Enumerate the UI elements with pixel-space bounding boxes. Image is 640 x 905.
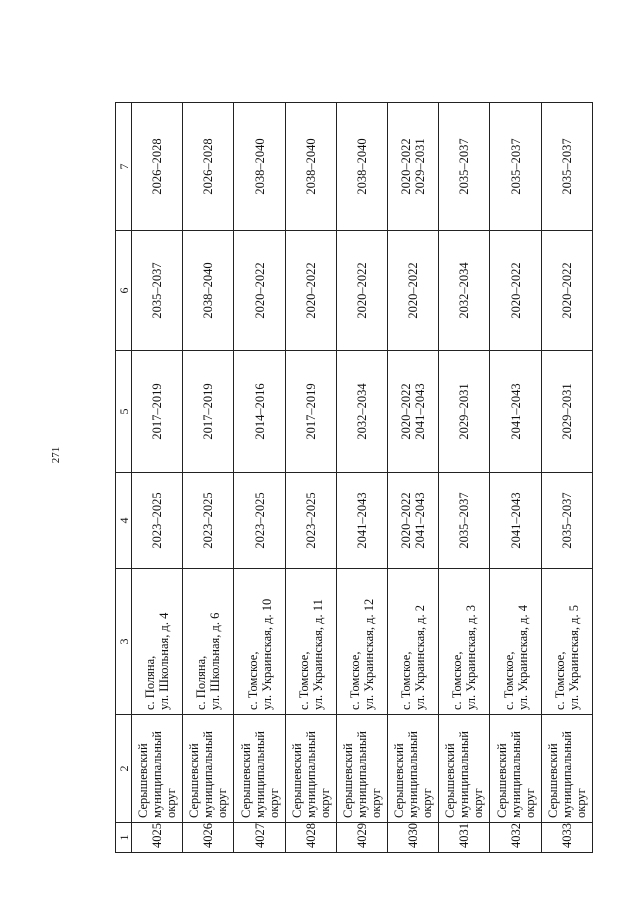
column-header: 4: [116, 473, 132, 569]
cell-line: Серышевский: [392, 743, 407, 818]
years-col6-cell: [132, 231, 183, 351]
cell-line: Серышевский: [545, 743, 560, 818]
cell-line: округ: [215, 788, 230, 818]
cell-line: 2041–2043: [413, 383, 428, 440]
row-number-cell: 4030: [388, 823, 439, 853]
cell-line: 2032–2034: [457, 262, 472, 319]
cell-line: 2017–2019: [201, 383, 216, 440]
municipality-cell: [234, 715, 285, 823]
cell-line: округ: [420, 788, 435, 818]
row-number-cell: 4028: [285, 823, 336, 853]
cell-line: с. Томское,: [399, 651, 414, 710]
years-col5-cell: [234, 351, 285, 473]
years-col5-cell: [541, 351, 592, 473]
years-col7-cell: [285, 103, 336, 231]
row-number-cell: 4032: [490, 823, 541, 853]
cell-line: округ: [164, 788, 179, 818]
years-col6-cell: [183, 231, 234, 351]
cell-line: муниципальный: [201, 731, 216, 818]
years-col5-cell: [132, 351, 183, 473]
cell-line: ул. Украинская, д. 5: [566, 604, 581, 710]
years-col4-cell: [388, 473, 439, 569]
cell-line: муниципальный: [252, 731, 267, 818]
address-cell: [541, 569, 592, 715]
cell-line: 2020–2022: [399, 492, 414, 549]
address-cell: [388, 569, 439, 715]
years-col7-cell: [388, 103, 439, 231]
table-row: [132, 103, 183, 853]
municipality-cell: [336, 715, 387, 823]
address-cell: [234, 569, 285, 715]
cell-line: 2029–2031: [457, 383, 472, 440]
address-cell: [439, 569, 490, 715]
cell-line: Серышевский: [443, 743, 458, 818]
row-number-cell: 4029: [336, 823, 387, 853]
column-header: 2: [116, 715, 132, 823]
cell-line: с. Томское,: [450, 651, 465, 710]
cell-line: с. Поляна,: [194, 655, 209, 710]
cell-line: ул. Украинская, д. 3: [464, 604, 479, 710]
municipality-cell: [439, 715, 490, 823]
cell-line: 2020–2022: [399, 383, 414, 440]
cell-line: с. Томское,: [552, 651, 567, 710]
cell-line: 2020–2022: [303, 262, 318, 319]
cell-line: 2023–2025: [252, 492, 267, 549]
years-col7-cell: [541, 103, 592, 231]
cell-line: округ: [573, 788, 588, 818]
years-col6-cell: [541, 231, 592, 351]
cell-line: 2020–2022: [508, 262, 523, 319]
cell-line: 2020–2022: [399, 138, 414, 195]
address-cell: [336, 569, 387, 715]
table-row: [490, 103, 541, 853]
column-header: 6: [116, 231, 132, 351]
row-number-cell: 4025: [132, 823, 183, 853]
column-header: 3: [116, 569, 132, 715]
cell-line: ул. Школьная, д. 6: [208, 612, 223, 710]
column-header: 7: [116, 103, 132, 231]
municipality-cell: [132, 715, 183, 823]
cell-line: 2026–2028: [150, 138, 165, 195]
years-col4-cell: [234, 473, 285, 569]
column-header: 1: [116, 823, 132, 853]
years-col4-cell: [490, 473, 541, 569]
address-cell: [490, 569, 541, 715]
cell-line: округ: [317, 788, 332, 818]
years-col6-cell: [234, 231, 285, 351]
years-col4-cell: [285, 473, 336, 569]
cell-line: ул. Школьная, д. 4: [157, 612, 172, 710]
cell-line: округ: [368, 788, 383, 818]
years-col5-cell: [388, 351, 439, 473]
cell-line: 2035–2037: [457, 492, 472, 549]
cell-line: с. Томское,: [501, 651, 516, 710]
cell-line: 2038–2040: [303, 138, 318, 195]
cell-line: 2026–2028: [201, 138, 216, 195]
cell-line: 2020–2022: [406, 262, 421, 319]
years-col4-cell: [541, 473, 592, 569]
cell-line: Серышевский: [187, 743, 202, 818]
years-col5-cell: [439, 351, 490, 473]
years-col5-cell: [183, 351, 234, 473]
cell-line: 2017–2019: [303, 383, 318, 440]
table-row: [336, 103, 387, 853]
cell-line: муниципальный: [457, 731, 472, 818]
years-col7-cell: [490, 103, 541, 231]
table-row: [285, 103, 336, 853]
cell-line: муниципальный: [303, 731, 318, 818]
cell-line: муниципальный: [150, 731, 165, 818]
cell-line: Серышевский: [238, 743, 253, 818]
cell-line: Серышевский: [494, 743, 509, 818]
years-col5-cell: [285, 351, 336, 473]
cell-line: 2035–2037: [457, 138, 472, 195]
cell-line: с. Томское,: [296, 651, 311, 710]
years-col7-cell: [132, 103, 183, 231]
cell-line: Серышевский: [136, 743, 151, 818]
row-number-cell: 4031: [439, 823, 490, 853]
page-number: 271: [50, 446, 62, 464]
cell-line: 2035–2037: [508, 138, 523, 195]
cell-line: ул. Украинская, д. 2: [413, 604, 428, 710]
years-col6-cell: [388, 231, 439, 351]
years-col5-cell: [336, 351, 387, 473]
cell-line: 2023–2025: [201, 492, 216, 549]
cell-line: муниципальный: [559, 731, 574, 818]
municipality-cell: [490, 715, 541, 823]
address-cell: [132, 569, 183, 715]
cell-line: 2041–2043: [508, 492, 523, 549]
cell-line: 2035–2037: [559, 492, 574, 549]
cell-line: 2020–2022: [252, 262, 267, 319]
cell-line: 2023–2025: [303, 492, 318, 549]
address-cell: [285, 569, 336, 715]
cell-line: 2014–2016: [252, 383, 267, 440]
years-col4-cell: [132, 473, 183, 569]
row-number-cell: 4027: [234, 823, 285, 853]
cell-line: округ: [471, 788, 486, 818]
years-col7-cell: [336, 103, 387, 231]
municipality-cell: [183, 715, 234, 823]
cell-line: 2041–2043: [354, 492, 369, 549]
cell-line: 2032–2034: [354, 383, 369, 440]
cell-line: 2029–2031: [559, 383, 574, 440]
cell-line: 2020–2022: [354, 262, 369, 319]
years-col6-cell: [490, 231, 541, 351]
cell-line: ул. Украинская, д. 11: [310, 599, 325, 710]
cell-line: округ: [522, 788, 537, 818]
table-row: [541, 103, 592, 853]
row-number-cell: 4026: [183, 823, 234, 853]
cell-line: муниципальный: [354, 731, 369, 818]
cell-line: 2020–2022: [559, 262, 574, 319]
rotated-table-container: [115, 103, 593, 853]
table-row: [439, 103, 490, 853]
municipality-cell: [388, 715, 439, 823]
years-col4-cell: [336, 473, 387, 569]
years-col7-cell: [439, 103, 490, 231]
years-col5-cell: [490, 351, 541, 473]
cell-line: 2017–2019: [150, 383, 165, 440]
cell-line: Серышевский: [289, 743, 304, 818]
cell-line: ул. Украинская, д. 10: [259, 598, 274, 710]
cell-line: 2041–2043: [413, 492, 428, 549]
cell-line: 2038–2040: [354, 138, 369, 195]
cell-line: 2038–2040: [201, 262, 216, 319]
cell-line: 2041–2043: [508, 383, 523, 440]
table-body: [116, 103, 593, 853]
years-col7-cell: [234, 103, 285, 231]
cell-line: с. Поляна,: [143, 655, 158, 710]
cell-line: 2023–2025: [150, 492, 165, 549]
cell-line: муниципальный: [406, 731, 421, 818]
cell-line: с. Томское,: [245, 651, 260, 710]
cell-line: Серышевский: [340, 743, 355, 818]
data-table: [115, 102, 593, 853]
column-header: 5: [116, 351, 132, 473]
municipality-cell: [541, 715, 592, 823]
cell-line: 2029–2031: [413, 138, 428, 195]
years-col4-cell: [439, 473, 490, 569]
cell-line: округ: [266, 788, 281, 818]
table-row: [388, 103, 439, 853]
years-col6-cell: [336, 231, 387, 351]
cell-line: 2035–2037: [150, 262, 165, 319]
years-col6-cell: [439, 231, 490, 351]
years-col7-cell: [183, 103, 234, 231]
cell-line: с. Томское,: [347, 651, 362, 710]
address-cell: [183, 569, 234, 715]
row-number-cell: 4033: [541, 823, 592, 853]
column-number-row: [116, 103, 132, 853]
cell-line: муниципальный: [508, 731, 523, 818]
years-col6-cell: [285, 231, 336, 351]
cell-line: 2035–2037: [559, 138, 574, 195]
table-row: [234, 103, 285, 853]
municipality-cell: [285, 715, 336, 823]
years-col4-cell: [183, 473, 234, 569]
table-row: [183, 103, 234, 853]
cell-line: ул. Украинская, д. 12: [361, 598, 376, 710]
cell-line: ул. Украинская, д. 4: [515, 604, 530, 710]
cell-line: 2038–2040: [252, 138, 267, 195]
